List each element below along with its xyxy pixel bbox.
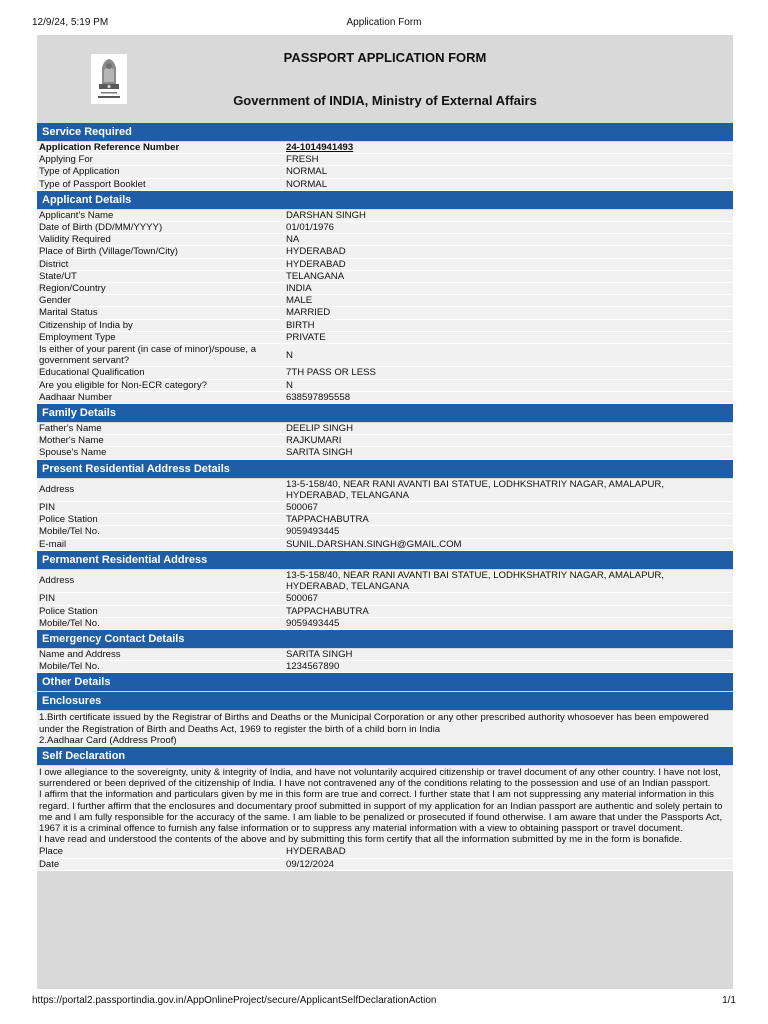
- table-row: [37, 392, 733, 404]
- field-label: Is either of your parent (in case of minor)/spouse, a government servant?: [39, 344, 257, 367]
- field-value: MARRIED: [286, 307, 331, 319]
- section-header-applicant: Applicant Details: [37, 191, 733, 209]
- table-row: [37, 859, 733, 871]
- field-label: Validity Required: [39, 234, 111, 246]
- field-value: 9059493445: [286, 526, 340, 538]
- table-row: [37, 295, 733, 307]
- field-value: BIRTH: [286, 319, 315, 331]
- field-label: Police Station: [39, 605, 98, 617]
- field-value: 7TH PASS OR LESS: [286, 367, 376, 379]
- field-value: NORMAL: [286, 166, 328, 178]
- field-label: Name and Address: [39, 648, 121, 660]
- field-label: Police Station: [39, 514, 98, 526]
- field-value: SUNIL.DARSHAN.SINGH@GMAIL.COM: [286, 538, 462, 550]
- field-value: RAJKUMARI: [286, 435, 342, 447]
- table-row: [37, 606, 733, 618]
- field-label: Mobile/Tel No.: [39, 617, 100, 629]
- field-label: Place: [39, 846, 63, 858]
- field-value: TELANGANA: [286, 270, 345, 282]
- section-header-present-address: Present Residential Address Details: [37, 460, 733, 478]
- table-row: [37, 649, 733, 661]
- table-row: [37, 259, 733, 271]
- page-url: https://portal2.passportindia.gov.in/AppOnlineProject/secure/ApplicantSelfDeclarationAction: [32, 995, 437, 1006]
- field-label: Applying For: [39, 154, 93, 166]
- field-label: Type of Passport Booklet: [39, 178, 146, 190]
- table-row: [37, 271, 733, 283]
- field-value: DARSHAN SINGH: [286, 209, 366, 221]
- form-title: PASSPORT APPLICATION FORM: [283, 50, 487, 65]
- field-value: FRESH: [286, 154, 319, 166]
- field-label: State/UT: [39, 270, 77, 282]
- field-value: NA: [286, 234, 300, 246]
- table-row: [37, 307, 733, 319]
- field-label: Date: [39, 858, 60, 870]
- table-row: [37, 283, 733, 295]
- field-value: MALE: [286, 295, 313, 307]
- field-value: 500067: [286, 593, 319, 605]
- enclosure-item: 2.Aadhaar Card (Address Proof): [39, 734, 177, 746]
- field-label: Application Reference Number: [39, 142, 180, 153]
- field-value: 01/01/1976: [286, 222, 335, 234]
- field-value: TAPPACHABUTRA: [286, 605, 369, 617]
- table-row: [37, 423, 733, 435]
- field-label: District: [39, 258, 69, 270]
- field-label: Mother's Name: [39, 435, 104, 447]
- section-header-other: Other Details: [37, 673, 733, 691]
- table-row: [37, 618, 733, 630]
- table-row: [37, 593, 733, 605]
- table-row: [37, 179, 733, 191]
- field-value: N: [286, 379, 293, 391]
- enclosure-item: 1.Birth certificate issued by the Registrar of Births and Deaths or the Municipal Corporation or any other prescribed authority whosoever has been empowered under the Registration of Birth and Deaths Act, 1969 to register the birth of a child born in India: [39, 712, 709, 735]
- table-row: [37, 570, 733, 593]
- field-value: N: [286, 349, 293, 361]
- table-row: [37, 846, 733, 858]
- field-value: HYDERABAD: [286, 258, 346, 270]
- table-row: [37, 320, 733, 332]
- field-label: Marital Status: [39, 307, 98, 319]
- table-row: [37, 210, 733, 222]
- field-value: HYDERABAD: [286, 846, 346, 858]
- table-row: [37, 222, 733, 234]
- field-label: Educational Qualification: [39, 367, 145, 379]
- section-header-family: Family Details: [37, 404, 733, 422]
- form-page: [37, 35, 733, 989]
- field-label: E-mail: [39, 538, 67, 550]
- section-header-permanent-address: Permanent Residential Address: [37, 551, 733, 569]
- table-row: [37, 246, 733, 258]
- section-header-service: Service Required: [37, 123, 733, 141]
- field-label: PIN: [39, 593, 55, 605]
- field-label: Employment Type: [39, 331, 116, 343]
- field-label: Spouse's Name: [39, 447, 107, 459]
- table-row: [37, 344, 733, 367]
- declaration-paragraph: I affirm that the information and particulars given by me in this form are true and correct. I further state that I am not suppressing any material information in this regard. I further affirm that the enclosures and documentary proof submitted in support of my application for an Indian passport are authentic and solely pertain to me and I am fully responsible for the accuracy of the same. I am liable to be penalized or prosecuted if found otherwise. I am aware that under the Passports Act, 1967 it is a criminal offence to furnish any false information or to suppress any material information with a view to obtaining passport or travel document.: [39, 789, 723, 834]
- section-header-declaration: Self Declaration: [37, 747, 733, 765]
- reference-number: 24-1014941493: [286, 142, 354, 153]
- field-value: 13-5-158/40, NEAR RANI AVANTI BAI STATUE, LODHKSHATRIY NAGAR, AMALAPUR, HYDERABAD, TELANGANA: [286, 478, 664, 501]
- declaration-paragraph: I have read and understood the contents of the above and by submitting this form certify that all the information submitted by me in the form is bonafide.: [39, 834, 683, 846]
- field-value: TAPPACHABUTRA: [286, 514, 369, 526]
- field-value: INDIA: [286, 283, 312, 295]
- table-row: [37, 479, 733, 502]
- table-row: [37, 142, 733, 154]
- section-header-emergency: Emergency Contact Details: [37, 630, 733, 648]
- table-row: [37, 435, 733, 447]
- field-value: 09/12/2024: [286, 858, 335, 870]
- field-label: Address: [39, 575, 75, 587]
- table-row: [37, 526, 733, 538]
- table-row: [37, 154, 733, 166]
- field-label: Aadhaar Number: [39, 391, 113, 403]
- section-header-enclosures: Enclosures: [37, 692, 733, 710]
- field-label: Place of Birth (Village/Town/City): [39, 246, 178, 258]
- field-label: Mobile/Tel No.: [39, 526, 100, 538]
- print-footer: [32, 995, 736, 1009]
- field-value: 1234567890: [286, 661, 340, 673]
- field-label: Gender: [39, 295, 71, 307]
- field-value: SARITA SINGH: [286, 447, 353, 459]
- declaration-text: [37, 766, 733, 846]
- print-header: [32, 17, 736, 31]
- table-row: [37, 332, 733, 344]
- form-subtitle: Government of INDIA, Ministry of External Affairs: [233, 93, 537, 108]
- field-label: Father's Name: [39, 423, 102, 435]
- field-value: 9059493445: [286, 617, 340, 629]
- page-number: 1/1: [722, 995, 736, 1006]
- field-value: 13-5-158/40, NEAR RANI AVANTI BAI STATUE, LODHKSHATRIY NAGAR, AMALAPUR, HYDERABAD, TELANGANA: [286, 569, 664, 593]
- print-timestamp: 12/9/24, 5:19 PM: [32, 17, 109, 28]
- field-label: Region/Country: [39, 283, 106, 295]
- declaration-paragraph: I owe allegiance to the sovereignty, unity & integrity of India, and have not voluntarily acquired citizenship or travel document of any other country. I have not lost, surrendered or been deprived of the citizenship of India. I have not contravened any of the conditions relating to the possession and use of an Indian passport.: [39, 766, 721, 790]
- table-row: [37, 234, 733, 246]
- field-value: 500067: [286, 502, 319, 514]
- form-content: [37, 123, 733, 871]
- field-label: Citizenship of India by: [39, 319, 133, 331]
- field-label: Applicant's Name: [39, 209, 114, 221]
- field-value: HYDERABAD: [286, 246, 346, 258]
- table-row: [37, 539, 733, 551]
- field-label: Type of Application: [39, 166, 120, 178]
- field-value: PRIVATE: [286, 331, 326, 343]
- field-label: PIN: [39, 502, 55, 514]
- field-value: SARITA SINGH: [286, 648, 353, 660]
- table-row: [37, 380, 733, 392]
- field-value: DEELIP SINGH: [286, 423, 354, 435]
- field-label: Mobile/Tel No.: [39, 661, 100, 673]
- table-row: [37, 661, 733, 673]
- table-row: [37, 447, 733, 459]
- table-row: [37, 514, 733, 526]
- field-label: Are you eligible for Non-ECR category?: [39, 379, 207, 391]
- field-value: NORMAL: [286, 178, 328, 190]
- table-row: [37, 502, 733, 514]
- field-value: 638597895558: [286, 391, 351, 403]
- field-label: Address: [39, 484, 75, 496]
- table-row: [37, 166, 733, 178]
- table-row: [37, 367, 733, 379]
- print-title: Application Form: [346, 17, 422, 28]
- field-label: Date of Birth (DD/MM/YYYY): [39, 222, 163, 234]
- enclosures-list: [37, 711, 733, 747]
